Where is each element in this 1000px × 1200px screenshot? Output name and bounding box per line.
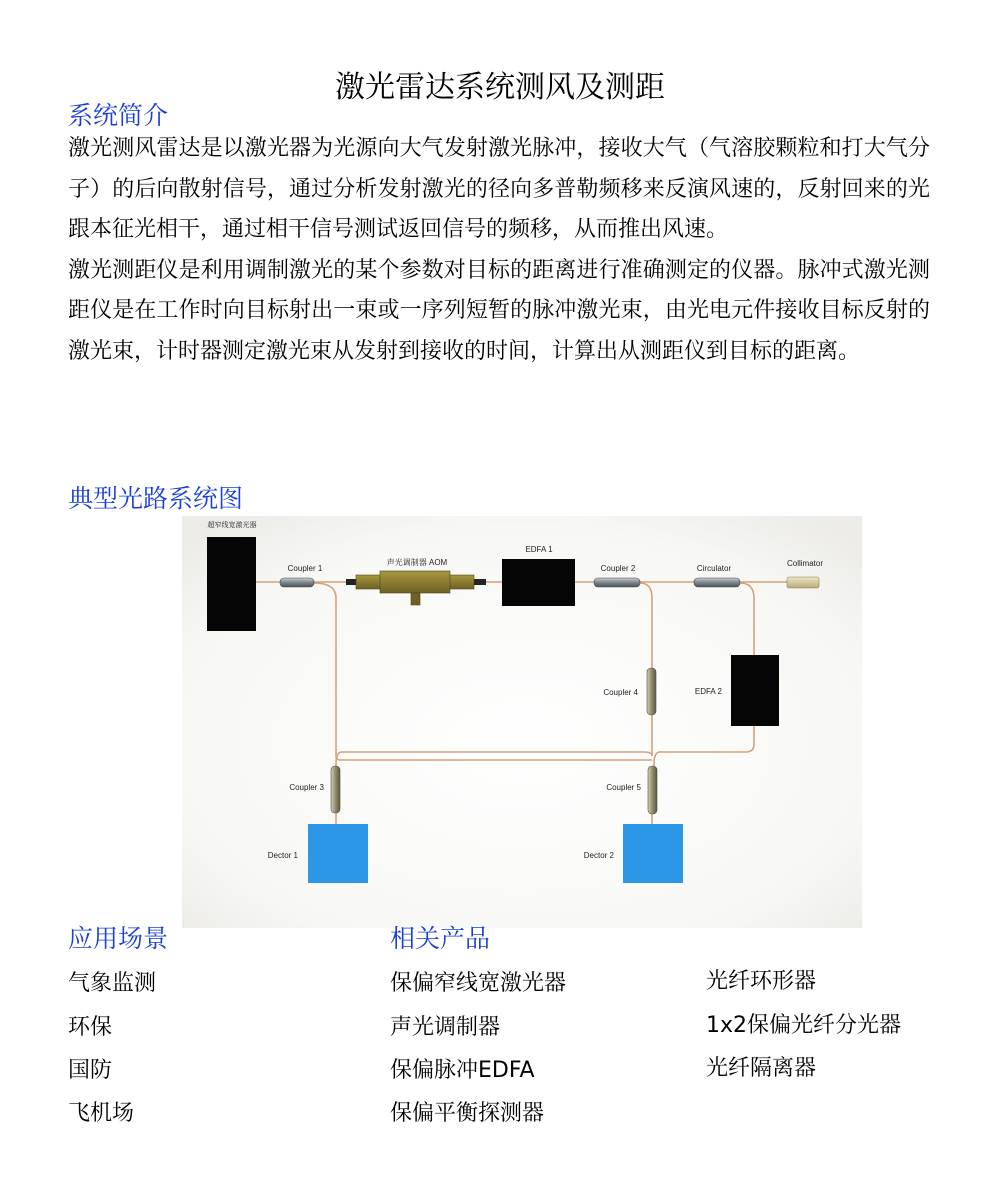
- application-item-airport: 飞机场: [68, 1101, 135, 1126]
- optical-path-diagram: [182, 516, 862, 928]
- product-item-balanced-detector: 保偏平衡探测器: [390, 1101, 545, 1126]
- products-heading: 相关产品: [390, 924, 491, 953]
- laser-box: [207, 537, 256, 631]
- product-item-circulator: 光纤环形器: [706, 969, 817, 994]
- aom-connector-left: [346, 579, 356, 585]
- product-item-splitter: 1x2保偏光纤分光器: [706, 1013, 902, 1038]
- coupler2-device: [594, 578, 640, 587]
- circulator-label: Circulator: [696, 564, 732, 573]
- diagram-heading: 典型光路系统图: [68, 484, 244, 513]
- intro-paragraph-rangefinder: 激光测距仪是利用调制激光的某个参数对目标的距离进行准确测定的仪器。脉冲式激光测距仪是在工作时向目标射出一束或一序列短暂的脉冲激光束，由光电元件接收目标反射的激光束，计时器测定激光束从发射到接收的时间，计算出从测距仪到目标的距离。: [68, 257, 930, 364]
- aom-label: 声光调制器 AOM: [386, 558, 448, 567]
- circulator-device: [694, 578, 740, 587]
- page-title: 激光雷达系统测风及测距: [335, 70, 665, 105]
- coupler5-label: Coupler 5: [606, 783, 641, 792]
- aom-rf-port: [411, 593, 420, 605]
- collimator-device: [787, 577, 819, 588]
- intro-heading: 系统简介: [68, 101, 169, 130]
- product-item-isolator: 光纤隔离器: [706, 1056, 817, 1081]
- detector2-label: Dector 2: [583, 851, 614, 860]
- intro-paragraph-wind-lidar: 激光测风雷达是以激光器为光源向大气发射激光脉冲，接收大气（气溶胶颗粒和打大气分子）的后向散射信号，通过分析发射激光的径向多普勒频移来反演风速的，反射回来的光跟本征光相干，通过相干信号测试返回信号的频移，从而推出风速。: [68, 136, 930, 242]
- detector1-box: [308, 824, 368, 883]
- coupler4-label: Coupler 4: [603, 688, 638, 697]
- detector1-label: Dector 1: [267, 851, 298, 860]
- application-item-defense: 国防: [68, 1058, 113, 1083]
- coupler2-label: Coupler 2: [600, 564, 636, 573]
- coupler1-label: Coupler 1: [287, 564, 323, 573]
- coupler5-device: [648, 766, 657, 814]
- detector2-box: [623, 824, 683, 883]
- aom-center: [380, 571, 450, 593]
- edfa1-label: EDFA 1: [525, 545, 553, 554]
- coupler1-device: [280, 578, 314, 587]
- intro-text: [68, 129, 930, 372]
- edfa2-label: EDFA 2: [694, 687, 722, 696]
- applications-heading: 应用场景: [68, 924, 169, 953]
- edfa2-box: [731, 655, 779, 726]
- product-item-pulse-edfa: 保偏脉冲EDFA: [390, 1058, 535, 1083]
- product-item-narrow-linewidth-laser: 保偏窄线宽激光器: [390, 971, 567, 996]
- application-item-environment: 环保: [68, 1015, 113, 1040]
- product-item-aom: 声光调制器: [390, 1015, 501, 1040]
- edfa1-box: [502, 559, 575, 606]
- coupler3-label: Coupler 3: [289, 783, 324, 792]
- aom-connector-right: [474, 579, 486, 585]
- application-item-weather: 气象监测: [68, 971, 157, 996]
- collimator-label: Collimator: [786, 559, 824, 568]
- coupler3-device: [331, 766, 340, 813]
- laser-label: 超窄线宽激光器: [207, 522, 257, 529]
- coupler4-device: [647, 668, 656, 715]
